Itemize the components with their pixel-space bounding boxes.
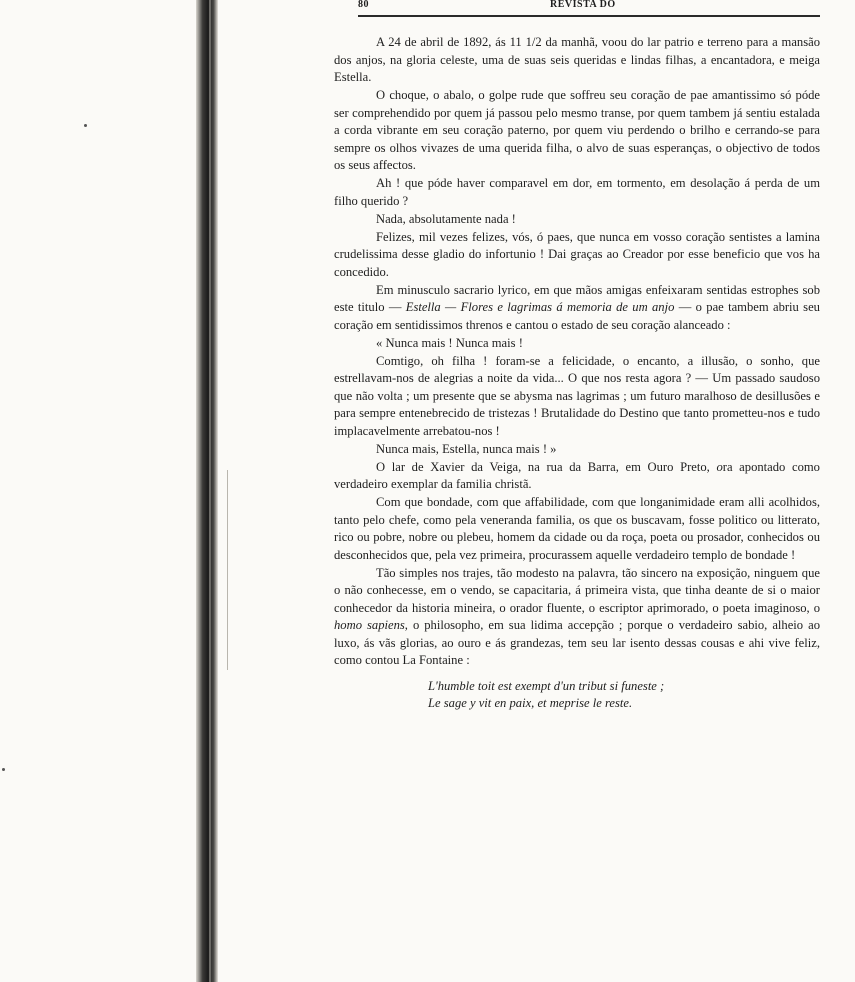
book-gutter <box>196 0 218 982</box>
paragraph <box>334 441 820 459</box>
italic-text: homo sapiens <box>334 618 405 632</box>
paragraph <box>334 353 820 441</box>
text-run: ra apontado como verdadeiro exemplar da familia christã. <box>334 459 820 491</box>
paragraph <box>334 229 820 282</box>
paragraph <box>334 494 820 564</box>
header-rule <box>358 15 820 17</box>
paragraph <box>334 34 820 87</box>
text-run: — o pae tambem abriu seu coração em sentidissimos threnos e cantou o estado de seu coração alanceado : <box>334 300 820 332</box>
page-header <box>358 0 820 14</box>
text-run: Com que bondade, com que affabilidade, com que longanimidade eram alli acolhidos, tanto pelo chefe, como pela veneranda familia, os que os buscavam, fosse politico ou litterato, rico ou pobre, nobre ou plebeu, homem da cidade ou da roça, poeta ou prosador, conhecidos ou desconhecidos que, pela vez primeira, procurassem aquelle verdadeiro templo de bondade ! <box>334 495 820 562</box>
text-run: Felizes, mil vezes felizes, vós, ó paes, que nunca em vosso coração sentistes a lamina crudelissima desse gladio do infortunio ! Dai graças ao Creador por esse beneficio que vos ha concedido. <box>334 229 820 279</box>
italic-text: Estella — Flores e lagrimas á memoria de um anjo <box>405 300 675 314</box>
speck-mark <box>84 124 87 127</box>
gutter-shadow <box>209 0 211 982</box>
text-run: Nunca mais, Estella, nunca mais ! » <box>376 441 557 456</box>
text-run: Nada, absolutamente nada ! <box>376 211 516 226</box>
verse-line: L'humble toit est exempt d'un tribut si funeste ; <box>428 678 665 693</box>
paragraph <box>334 565 820 670</box>
paragraph <box>334 87 820 175</box>
paragraph <box>334 459 820 494</box>
text-run: Tão simples nos trajes, tão modesto na palavra, tão sincero na exposição, ninguem que o não conhecesse, em o vendo, se capacitaria, á primeira vista, que tinha deante de si o maior conhecedor da historia mineira, o orador fluente, o escriptor aprimorado, o poeta imaginoso, o <box>334 565 820 615</box>
verse-quote <box>428 678 820 712</box>
verse-line: Le sage y vit en paix, et meprise le reste. <box>428 695 633 710</box>
text-run: , o philosopho, em sua lidima accepção ; porque o verdadeiro sabio, alheio ao luxo, ás vãs glorias, ao ouro e ás grandezas, tem seu lar isento dessas cousas e ahi vive feliz, como contou La Fontaine : <box>334 618 820 667</box>
paragraph <box>334 175 820 210</box>
page-number: 80 <box>358 0 369 10</box>
text-run: Ah ! que póde haver comparavel em dor, em tormento, em desolação á perda de um filho querido ? <box>334 176 820 208</box>
body-text <box>334 34 820 712</box>
text-run: A 24 de abril de 1892, ás 11 1/2 da manhã, voou do lar patrio e terreno para a mansão dos anjos, na gloria celeste, uma de suas seis queridas e lindas filhas, a encantadora, e meiga Estella. <box>334 35 820 84</box>
margin-mark <box>227 470 228 670</box>
text-run: Comtigo, oh filha ! foram-se a felicidade, o encanto, a illusão, o sonho, que estrellavam-nos de alegrias a noite da vida... O que nos resta agora ? — Um passado saudoso que não volta ; um presente que se abysma nas lagrimas ; um futuro maralhoso de desillusões e para sempre entenebrecido de tristezas ! Brutalidade do Destino que tanto prometteu-nos e tudo implacavelmente arrebatou-nos ! <box>334 353 820 438</box>
italic-text: o <box>716 459 723 474</box>
paragraph <box>334 282 820 335</box>
text-run: « Nunca mais ! Nunca mais ! <box>376 335 523 350</box>
paragraph <box>334 335 820 353</box>
paragraph <box>334 211 820 229</box>
text-run: Em minusculo sacrario lyrico, em que mãos amigas enfeixaram sentidas estrophes sob este titulo — <box>334 282 820 314</box>
speck-mark <box>2 768 5 771</box>
text-run: O choque, o abalo, o golpe rude que soffreu seu coração de pae amantissimo só póde ser comprehendido por quem já passou pelo mesmo transe, por quem tambem já sentiu estalada a corda vibrante em seu coração paterno, por quem viu perdendo o brilho e cerrando-se para sempre os olhos vivazes de uma querida filha, o alvo de suas esperanças, o objectivo de todos os seus affectos. <box>334 88 820 172</box>
running-title: REVISTA DO <box>550 0 616 10</box>
text-run: O lar de Xavier da Veiga, na rua da Barra, em Ouro Preto, <box>376 459 717 474</box>
